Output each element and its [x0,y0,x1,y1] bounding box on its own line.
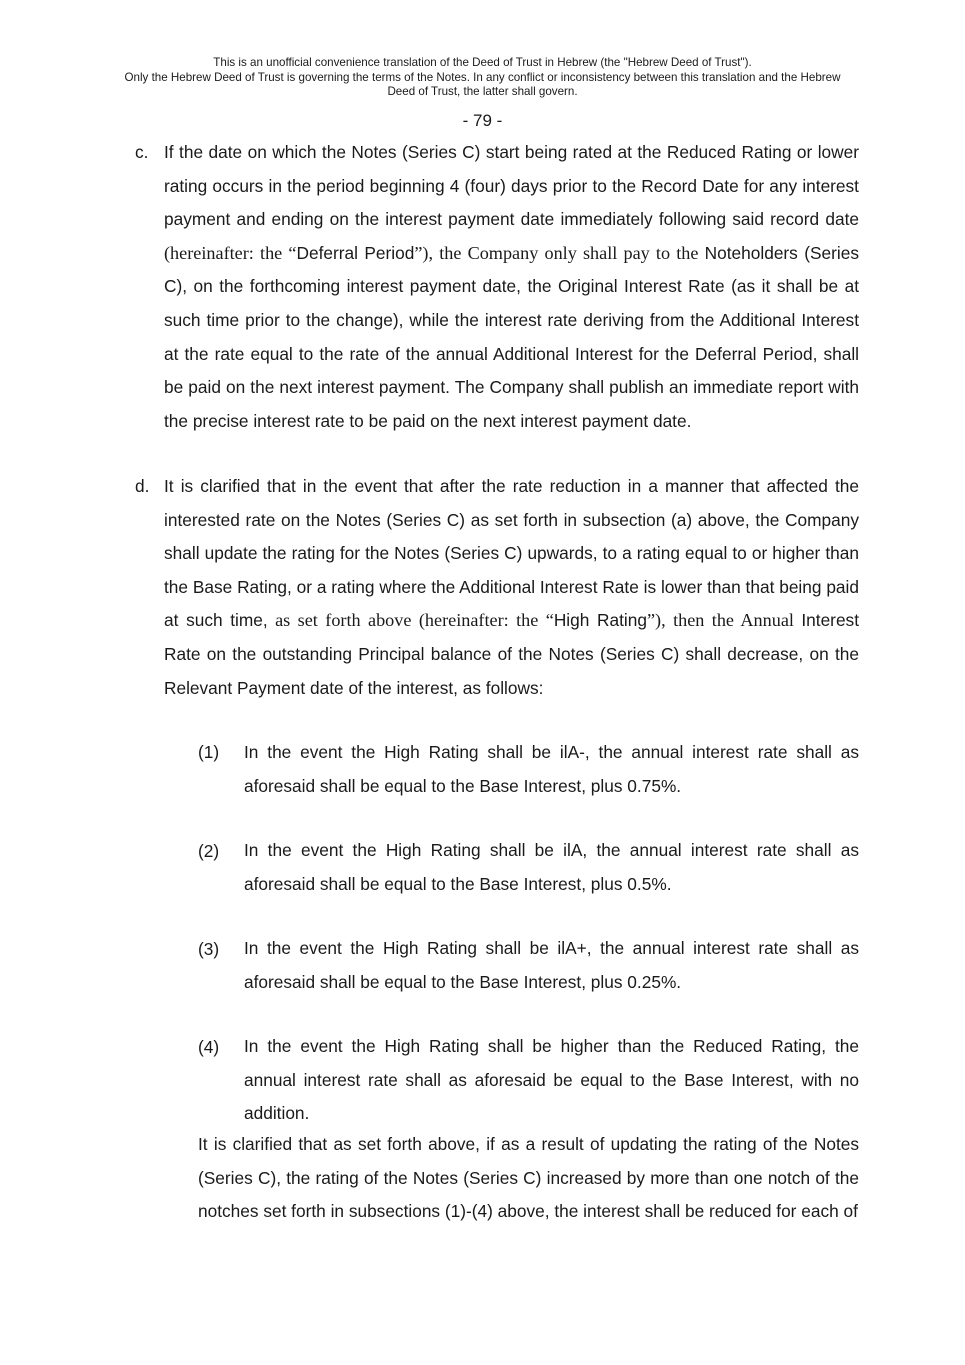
list-item-label: (2) [198,841,220,861]
header-line-1: This is an unofficial convenience translation of the Deed of Trust in Hebrew (the "Hebrew Deed of Trust"). [213,56,752,69]
list-item-label: (1) [198,742,220,762]
clause-c-text-part-5: Noteholders (Series C), on the forthcoming interest payment date, the Original Interest Rate (as it shall be at such time prior to the change), while the interest rate deriving from the Additional Interest at the rate equal to the rate of the annual Additional Interest for the Deferral Period, shall be paid on the next interest payment. The Company shall publish an immediate report with the precise interest rate to be paid on the next interest payment date. [164,242,859,431]
list-item-label: (3) [198,939,220,959]
translation-disclaimer-header [60,56,905,100]
closing-paragraph: It is clarified that as set forth above, if as a result of updating the rating of the Notes (Series C), the rating of the Notes (Series C) increased by more than one notch of the notches set forth in subsections (1)-(4) above, the interest shall be reduced for each of [198,1134,859,1222]
list-item-text: In the event the High Rating shall be ilA+, the annual interest rate shall as aforesaid shall be equal to the Base Interest, plus 0.25%. [244,938,859,992]
clause-d-label: d. [135,476,150,496]
high-rating-term: High Rating [553,610,647,631]
deferral-period-term: Deferral Period [296,242,415,263]
clause-d-text-part-4: ”), then the Annual [646,610,802,631]
list-item-label: (4) [198,1037,220,1057]
clause-d-text-part-1: It is clarified that in the event that after the rate reduction in a manner that affected the interested rate on the Notes (Series C) as set forth in subsection (a) above, the Company shall update the rating for the Notes (Series C) upwards, to a rating equal to or higher than the Base Rating, or a rating where the Additional Interest Rate is lower than that being paid at such time, [164,476,859,631]
clause-d-text-part-2: as set forth above (hereinafter: the “ [267,610,554,631]
header-line-2: Only the Hebrew Deed of Trust is governing the terms of the Notes. In any conflict or inconsistency between this translation and the Hebrew [124,70,841,84]
clause-c-text-part-1: If the date on which the Notes (Series C) start being rated at the Reduced Rating or lower rating occurs in the period beginning 4 (four) days prior to the Record Date for any interest payment and ending on the interest payment date immediately following said record date [164,142,859,230]
page-number: - 79 - [462,111,503,130]
list-item-text: In the event the High Rating shall be higher than the Reduced Rating, the annual interest rate shall as aforesaid be equal to the Base Interest, with no addition. [244,1036,859,1124]
header-line-3: Deed of Trust, the latter shall govern. [387,85,578,99]
clause-c-text [164,136,859,438]
clause-c-text-part-4: ”), the Company only shall pay to the [414,242,705,263]
clause-c-text-part-2: (hereinafter: the “ [164,242,297,263]
list-item-text: In the event the High Rating shall be ilA-, the annual interest rate shall as aforesaid shall be equal to the Base Interest, plus 0.75%. [244,742,859,796]
clause-c-label: c. [135,142,149,162]
list-item-text: In the event the High Rating shall be ilA, the annual interest rate shall as aforesaid shall be equal to the Base Interest, plus 0.5%. [244,840,859,894]
clause-d-text-part-5: Interest Rate on the outstanding Principal balance of the Notes (Series C) shall decrease, on the Relevant Payment date of the interest, as follows: [164,610,859,698]
clause-d-text [164,470,859,705]
